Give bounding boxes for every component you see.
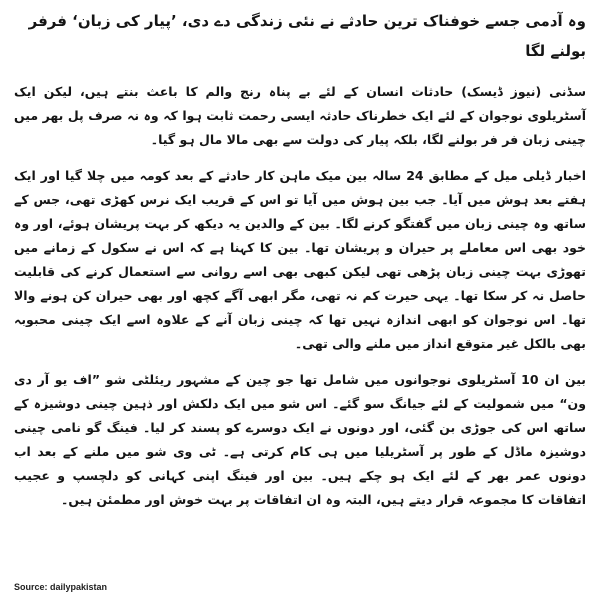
article-headline: وہ آدمی جسے خوفناک ترین حادثے نے نئی زندگی دے دی، ’پیار کی زبان‘ فرفر بولنے لگا (28, 12, 586, 60)
article-paragraph-reality-show: بین ان 10 آسٹریلوی نوجوانوں میں شامل تھا جو چین کے مشہور ریئلٹی شو ”اف یو آر دی ون“ میں شمولیت کے لئے جیانگ سو گئے۔ اس شو میں ایک دلکش اور ذہین چینی دوشیزہ کے ساتھ اس کی جوڑی بن گئی، اور دونوں نے ایک دوسرے کو پسند کر لیا۔ فینگ گو نامی چینی دوشیزہ ماڈل کے طور پر آسٹریلیا میں ہی کام کرتی ہے۔ ٹی وی شو میں ملنے کے بعد اب دونوں عمر بھر کے لئے ایک ہو چکے ہیں۔ بین اور فینگ اپنی کہانی کو دلچسپ و عجیب اتفاقات کا مجموعہ قرار دیتے ہیں، البتہ وہ ان اتفاقات پر بہت خوش اور مطمئن ہیں۔ (14, 372, 586, 507)
article-paragraph-intro: سڈنی (نیوز ڈیسک) حادثات انسان کے لئے بے پناہ رنج والم کا باعث بنتے ہیں، لیکن ایک آسٹریلوی نوجوان کے لئے ایک خطرناک حادثہ ایسی رحمت ثابت ہوا کہ وہ نہ صرف پل بھر میں چینی زبان فر فر بولنے لگا، بلکہ پیار کی دولت سے بھی مالا مال ہو گیا۔ (14, 84, 586, 147)
source-credit: Source: dailypakistan (14, 582, 108, 592)
article-paragraph-details: اخبار ڈیلی میل کے مطابق 24 سالہ بین میک ماہن کار حادثے کے بعد کومہ میں چلا گیا اور ایک ہفتے بعد ہوش میں آیا۔ جب بین ہوش میں آیا تو اس کے قریب ایک نرس کھڑی تھی، جس کے ساتھ وہ چینی زبان میں گفتگو کرنے لگا۔ بین کے والدین یہ دیکھ کر بہت پریشان ہوئے، اور وہ خود بھی اس معاملے پر حیران و پریشان تھا۔ بین کا کہنا ہے کہ اس نے سکول کے زمانے میں تھوڑی بہت چینی زبان پڑھی تھی لیکن کبھی بھی اسے روانی سے استعمال کرنے کی قابلیت حاصل نہ کر سکا تھا۔ یہی حیرت کم نہ تھی، مگر ابھی آگے کچھ اور بھی حیران کن ہونے والا تھا۔ اس نوجوان کو ابھی اندازہ نہیں تھا کہ چینی زبان آنے کے علاوہ اسے ایک چینی محبوبہ بھی بالکل غیر متوقع انداز میں ملنے والی تھی۔ (14, 168, 586, 351)
